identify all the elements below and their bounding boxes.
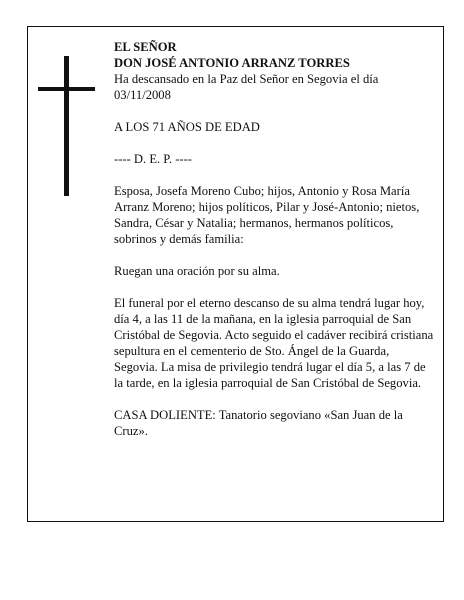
title-line-1: EL SEÑOR [114, 40, 177, 54]
funeral-text: El funeral por el eterno descanso de su alma tendrá lugar hoy, día 4, a las 11 de la mañana, en la iglesia parroquial de San Cristóbal de Segovia. Acto seguido el cadáver recibirá cristiana sepultura en el cementerio de Sto. Ángel de la Guarda, Segovia. La misa de privilegio tendrá lugar el día 5, a las 7 de la tarde, en la iglesia parroquial de San Cristóbal de Segovia. [114, 296, 434, 390]
prayer-text: Ruegan una oración por su alma. [114, 264, 280, 278]
obituary-text [114, 39, 434, 439]
rip-text: ---- D. E. P. ---- [114, 152, 192, 166]
house-text: CASA DOLIENTE: Tanatorio segoviano «San Juan de la Cruz». [114, 408, 403, 438]
cross-icon [64, 56, 69, 196]
age-text: A LOS 71 AÑOS DE EDAD [114, 120, 260, 134]
deceased-name: DON JOSÉ ANTONIO ARRANZ TORRES [114, 56, 350, 70]
family-text: Esposa, Josefa Moreno Cubo; hijos, Antonio y Rosa María Arranz Moreno; hijos políticos, Pilar y José-Antonio; nietos, Sandra, César y Natalia; hermanos, hermanos políticos, sobrinos y demás familia: [114, 184, 420, 246]
cross-icon-bar [38, 87, 95, 91]
intro-text: Ha descansado en la Paz del Señor en Segovia el día 03/11/2008 [114, 72, 379, 102]
